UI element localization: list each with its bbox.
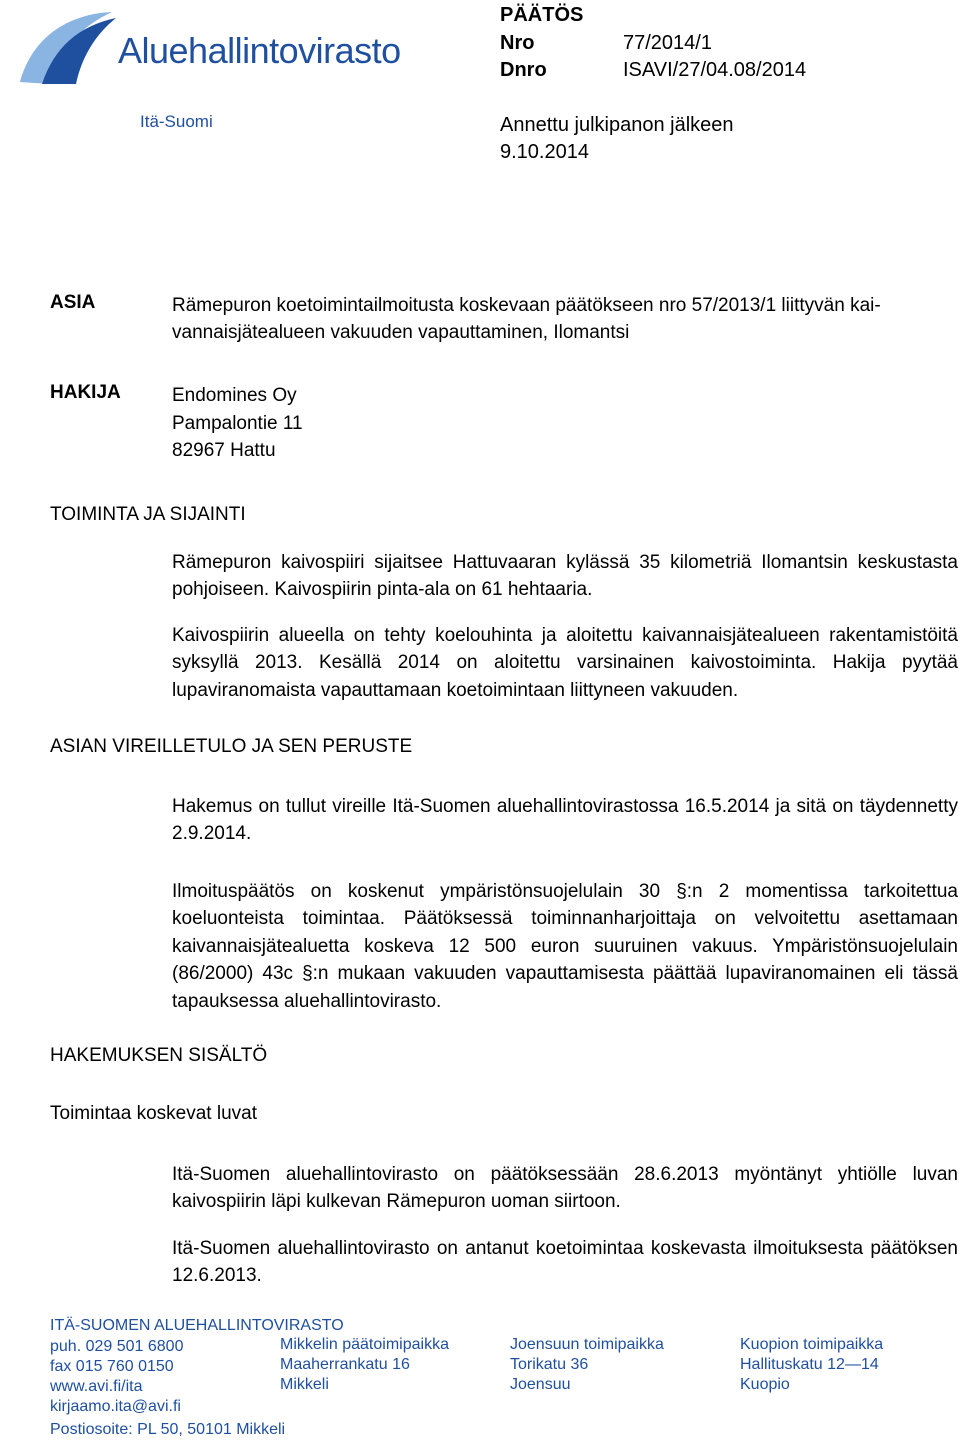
hakemus-paragraph-1: Itä-Suomen aluehallintovirasto on päätöksessään 28.6.2013 myöntänyt yhtiölle luvan kaivospiirin läpi kulkevan Rämepuron uoman siirtoon. bbox=[172, 1164, 958, 1213]
document-type: PÄÄTÖS bbox=[500, 4, 584, 26]
footer-phone: puh. 029 501 6800 bbox=[50, 1338, 184, 1355]
footer-org: ITÄ-SUOMEN ALUEHALLINTOVIRASTO bbox=[50, 1317, 344, 1334]
logo-text: Aluehallintovirasto bbox=[118, 30, 401, 71]
footer-email-link[interactable]: kirjaamo.ita@avi.fi bbox=[50, 1398, 181, 1415]
footer-office2-city: Joensuu bbox=[510, 1376, 571, 1393]
footer-office1-street: Maaherrankatu 16 bbox=[280, 1356, 410, 1373]
footer-office1-title: Mikkelin päätoimipaikka bbox=[280, 1336, 449, 1353]
hakemus-paragraph-2: Itä-Suomen aluehallintovirasto on antanut koetoimintaa koskevasta ilmoituksesta päätöksen 12.6.2013. bbox=[172, 1238, 958, 1287]
subsection-luvat-heading: Toimintaa koskevat luvat bbox=[50, 1103, 257, 1124]
footer-web-link[interactable]: www.avi.fi/ita bbox=[50, 1378, 143, 1395]
hakija-city: 82967 Hattu bbox=[172, 440, 276, 461]
hakija-name: Endomines Oy bbox=[172, 385, 297, 406]
dnro-label: Dnro bbox=[500, 59, 547, 81]
toiminta-paragraph-1: Rämepuron kaivospiiri sijaitsee Hattuvaaran kylässä 35 kilometriä Ilomantsin keskustasta pohjoiseen. Kaivospiirin pinta-ala on 61 hehtaaria. bbox=[172, 552, 958, 601]
footer-office3-title: Kuopion toimipaikka bbox=[740, 1336, 884, 1353]
vireilletulo-paragraph-1: Hakemus on tullut vireille Itä-Suomen aluehallintovirastossa 16.5.2014 ja sitä on täydennetty 2.9.2014. bbox=[172, 796, 958, 845]
section-hakemus-heading: HAKEMUKSEN SISÄLTÖ bbox=[50, 1045, 268, 1066]
toiminta-paragraph-2: Kaivospiirin alueella on tehty koelouhinta ja aloitettu kaivannaisjätealueen rakentamistöitä syksyllä 2013. Kesällä 2014 on aloitettu varsinainen kaivostoiminta. Hakija pyytää lupaviranomaista vapauttamaan koetoimintaan liittyneen vakuuden. bbox=[172, 625, 958, 701]
asia-label: ASIA bbox=[50, 292, 96, 313]
asia-line1: Rämepuron koetoimintailmoitusta koskevaan päätökseen nro 57/2013/1 liittyvän kai- bbox=[172, 295, 881, 316]
vireilletulo-paragraph-2: Ilmoituspäätös on koskenut ympäristönsuojelulain 30 §:n 2 momentissa tarkoitettua koeluonteista toimintaa. Päätöksessä toiminnanharjoittaja on velvoitettu asettamaan kaivannaisjätealuetta koskeva 12 500 euron suuruinen vakuus. Ympäristönsuojelulain (86/2000) 43c §:n mukaan vakuuden vapauttamisesta päättää lupaviranomainen eli tässä tapauksessa aluehallintovirasto. bbox=[172, 881, 958, 1012]
logo-swoosh-icon bbox=[12, 8, 122, 90]
nro-label: Nro bbox=[500, 32, 535, 54]
given-date: 9.10.2014 bbox=[500, 141, 589, 163]
hakija-street: Pampalontie 11 bbox=[172, 413, 303, 434]
hakija-label: HAKIJA bbox=[50, 382, 121, 403]
region-label: Itä-Suomi bbox=[140, 112, 213, 131]
nro-value: 77/2014/1 bbox=[623, 32, 712, 54]
footer-office2-title: Joensuun toimipaikka bbox=[510, 1336, 664, 1353]
given-date-label: Annettu julkipanon jälkeen bbox=[500, 114, 734, 136]
footer-office2-street: Torikatu 36 bbox=[510, 1356, 589, 1373]
section-vireilletulo-heading: ASIAN VIREILLETULO JA SEN PERUSTE bbox=[50, 736, 413, 757]
footer-office3-street: Hallituskatu 12—14 bbox=[740, 1356, 879, 1373]
footer-postal-address: Postiosoite: PL 50, 50101 Mikkeli bbox=[50, 1421, 286, 1438]
footer-fax: fax 015 760 0150 bbox=[50, 1358, 174, 1375]
section-toiminta-heading: TOIMINTA JA SIJAINTI bbox=[50, 504, 246, 525]
footer-office3-city: Kuopio bbox=[740, 1376, 790, 1393]
dnro-value: ISAVI/27/04.08/2014 bbox=[623, 59, 807, 81]
footer-office1-city: Mikkeli bbox=[280, 1376, 329, 1393]
asia-line2: vannaisjätealueen vakuuden vapauttaminen, Ilomantsi bbox=[172, 322, 630, 343]
